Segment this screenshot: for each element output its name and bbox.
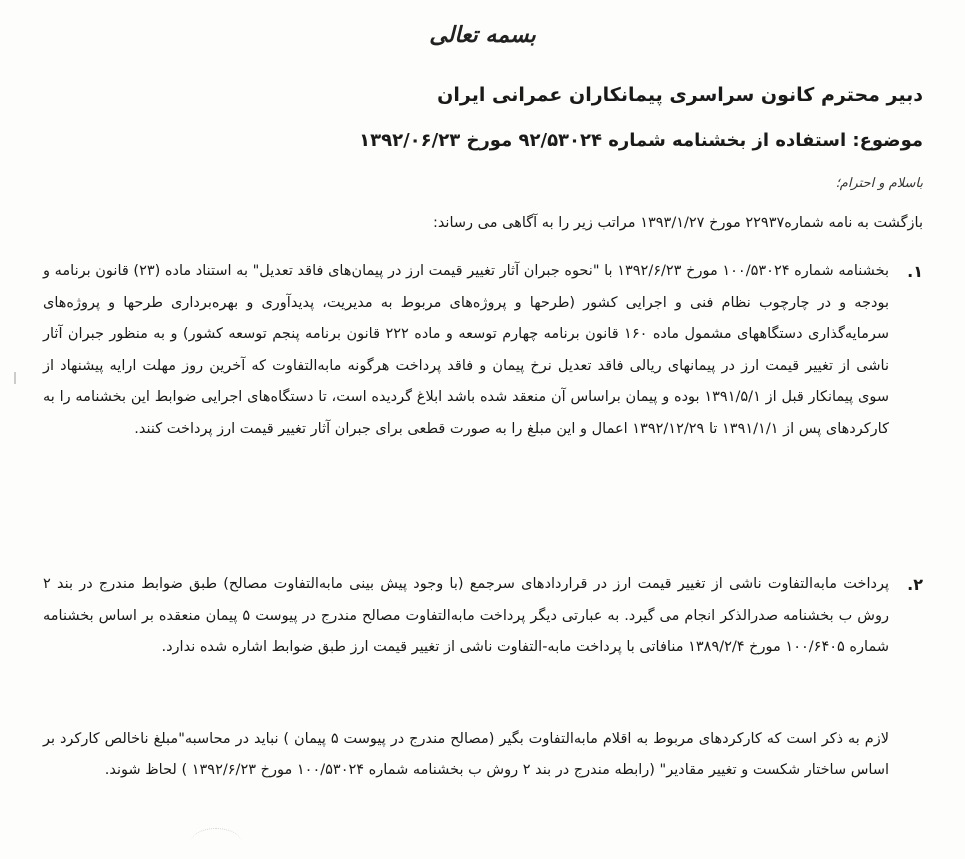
item-number: ۲. [907, 575, 923, 594]
recipient-line: دبیر محترم کانون سراسری پیمانکاران عمرانی ایران [437, 84, 923, 106]
margin-mark [14, 372, 16, 384]
item-text: پرداخت مابه‌التفاوت ناشی از تغییر قیمت ارز در قراردادهای سرجمع (با وجود پیش بینی مابه‌التفاوت مصالح) طبق ضوابط مندرج در بند ۲ روش ب بخشنامه صدرالذکر انجام می گیرد. به عبارتی دیگر پرداخت مابه‌التفاوت مصالح مندرج در پیوست ۵ پیمان منعقده بر اساس بخشنامه شماره ۱۰۰/۶۴۰۵ مورخ ۱۳۸۹/۲/۴ منافاتی با پرداخت مابه‌-التفاوت ناشی از تغییر قیمت ارز طبق ضوابط اشاره شده ندارد. [43, 576, 889, 655]
stamp-trace [190, 828, 242, 859]
intro-paragraph: بازگشت به نامه شماره۲۲۹۳۷ مورخ ۱۳۹۳/۱/۲۷ مراتب زیر را به آگاهی می رساند: [432, 215, 923, 231]
note-paragraph: لازم به ذکر است که کارکردهای مربوط به اقلام مابه‌التفاوت بگیر (مصالح مندرج در پیوست ۵ پیمان ) نباید در محاسبه"مبلغ ناخالص کارکرد بر اساس ساختار شکست و تغییر مقادیر" (رابطه مندرج در بند ۲ روش ب بخشنامه شماره ۱۰۰/۵۳۰۲۴ مورخ ۱۳۹۲/۶/۲۳ ) لحاظ شوند. [43, 731, 889, 778]
greeting-line: باسلام و احترام؛ [835, 176, 923, 191]
list-item-1 [43, 256, 923, 445]
bismillah-heading: بسمه تعالی [429, 22, 536, 48]
item-number: ۱. [907, 262, 923, 281]
list-item-2 [43, 569, 923, 664]
subject-line: موضوع: استفاده از بخشنامه شماره ۹۲/۵۳۰۲۴ مورخ ۱۳۹۲/۰۶/۲۳ [359, 130, 923, 151]
item-text: بخشنامه شماره ۱۰۰/۵۳۰۲۴ مورخ ۱۳۹۲/۶/۲۳ با "نحوه جبران آثار تغییر قیمت ارز در پیمان‌های فاقد تعدیل" به استناد ماده (۲۳) قانون برنامه و بودجه و در چارچوب نظام فنی و اجرایی کشور (طرحها و پروژه‌های مربوط به مدیریت، پدیدآوری و بهره‌برداری طرحها و پروژه‌های سرمایه‌گذاری دستگاههای مشمول ماده ۱۶۰ قانون برنامه چهارم توسعه و ماده ۲۲۲ قانون برنامه پنجم توسعه کشور) و به منظور جبران آثار ناشی از تغییر قیمت ارز در پیمانهای ریالی فاقد تعدیل نرخ پیمان و فاقد پرداخت هرگونه مابه‌التفاوت که آخرین روز مهلت ارایه پیشنهاد از سوی پیمانکار قبل از ۱۳۹۱/۵/۱ بوده و پیمان براساس آن منعقد شده باشد ابلاغ گردیده است، تا دستگاه‌های اجرایی ضوابط این بخشنامه را به کارکردهای پس از ۱۳۹۱/۱/۱ تا ۱۳۹۲/۱۲/۲۹ اعمال و این مبلغ را به صورت قطعی برای جبران آثار تغییر قیمت ارز پرداخت کنند. [43, 263, 889, 437]
